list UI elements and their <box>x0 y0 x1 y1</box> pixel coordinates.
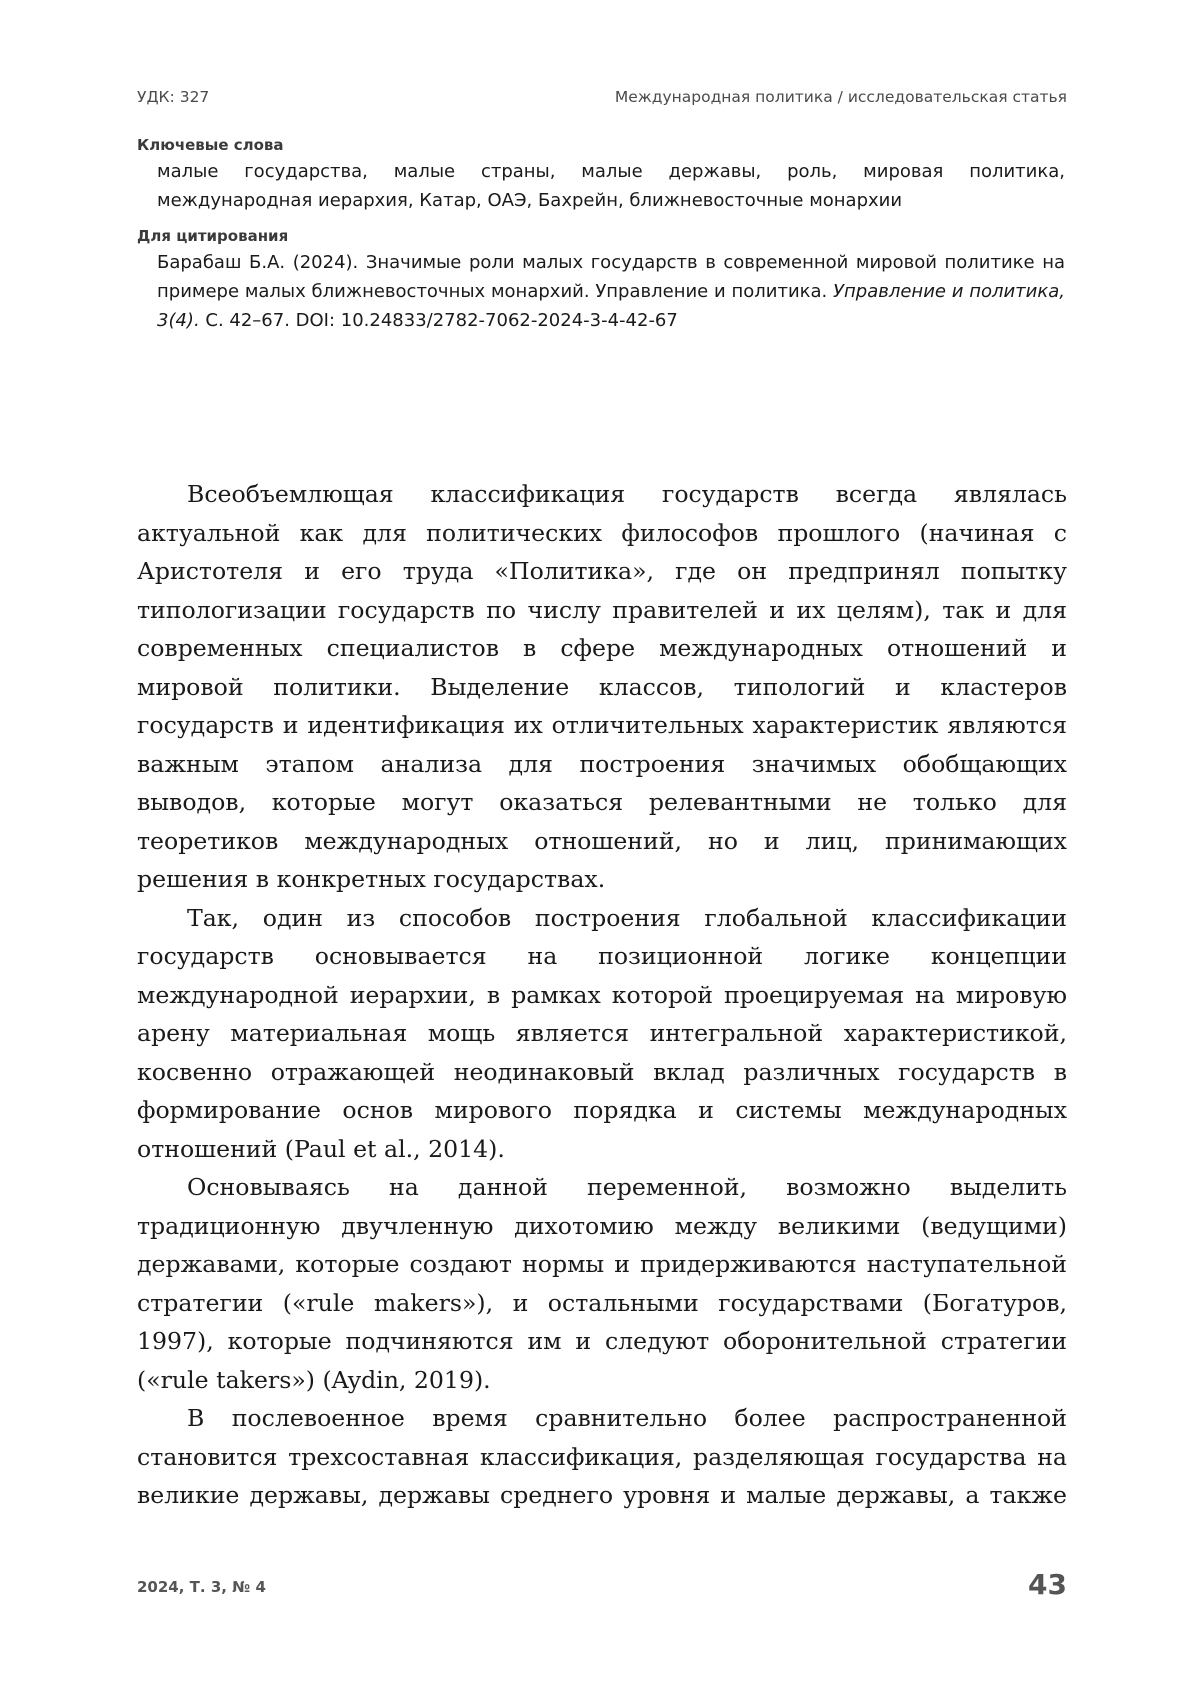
citation-journal: Управление и политика, 3(4). <box>157 281 1065 331</box>
paragraph: В послевоенное время сравнительно более распространенной становится трехсоставная классификация, разделяющая государства на великие державы, державы среднего уровня и малые державы, а также <box>137 1404 1067 1509</box>
page-number: 43 <box>1028 1568 1067 1601</box>
paragraph: Основываясь на данной переменной, возможно выделить традиционную двучленную дихотомию между великими (ведущими) державами, которые создают нормы и придерживаются наступательной стратегии («rule makers»), и остальными государствами (Богатуров, 1997), которые подчиняются им и следуют оборонительной стратегии («rule takers») (Aydin, 2019). <box>137 1173 1067 1394</box>
article-body <box>137 475 1067 1515</box>
section-title: Международная политика / исследовательская статья <box>614 88 1067 106</box>
udk-code: УДК: 327 <box>137 88 210 106</box>
citation-pages-doi: С. 42–67. DOI: 10.24833/2782-7062-2024-3-4-42-67 <box>199 310 678 331</box>
running-header <box>137 88 1067 112</box>
keywords-text: малые государства, малые страны, малые державы, роль, мировая политика, международная иерархия, Катар, ОАЭ, Бахрейн, ближневосточные монархии <box>157 161 1065 211</box>
issue-info: 2024, Т. 3, № 4 <box>137 1578 266 1596</box>
citation-label: Для цитирования <box>137 227 289 245</box>
citation-text <box>157 248 1065 335</box>
paragraph: Всеобъемлющая классификация государств всегда являлась актуальной как для политических философов прошлого (начиная с Аристотеля и его труда «Политика», где он предпринял попытку типологизации государств по числу правителей и их целям), так и для современных специалистов в сфере международных отношений и мировой политики. Выделение классов, типологий и кластеров государств и идентификация их отличительных характеристик являются важным этапом анализа для построения значимых обобщающих выводов, которые могут оказаться релевантными не только для теоретиков международных отношений, но и лиц, принимающих решения в конкретных государствах. <box>137 480 1067 893</box>
keywords-label: Ключевые слова <box>137 136 284 154</box>
citation-regular: Барабаш Б.А. (2024). Значимые роли малых государств в современной мировой политике на примере малых ближневосточных монархий. Управление и политика. <box>157 252 1065 302</box>
paragraph: Так, один из способов построения глобальной классификации государств основывается на позиционной логике концепции международной иерархии, в рамках которой проецируемая на мировую арену материальная мощь является интегральной характеристикой, косвенно отражающей неодинаковый вклад различных государств в формирование основ мирового порядка и системы международных отношений (Paul et al., 2014). <box>137 903 1067 1163</box>
